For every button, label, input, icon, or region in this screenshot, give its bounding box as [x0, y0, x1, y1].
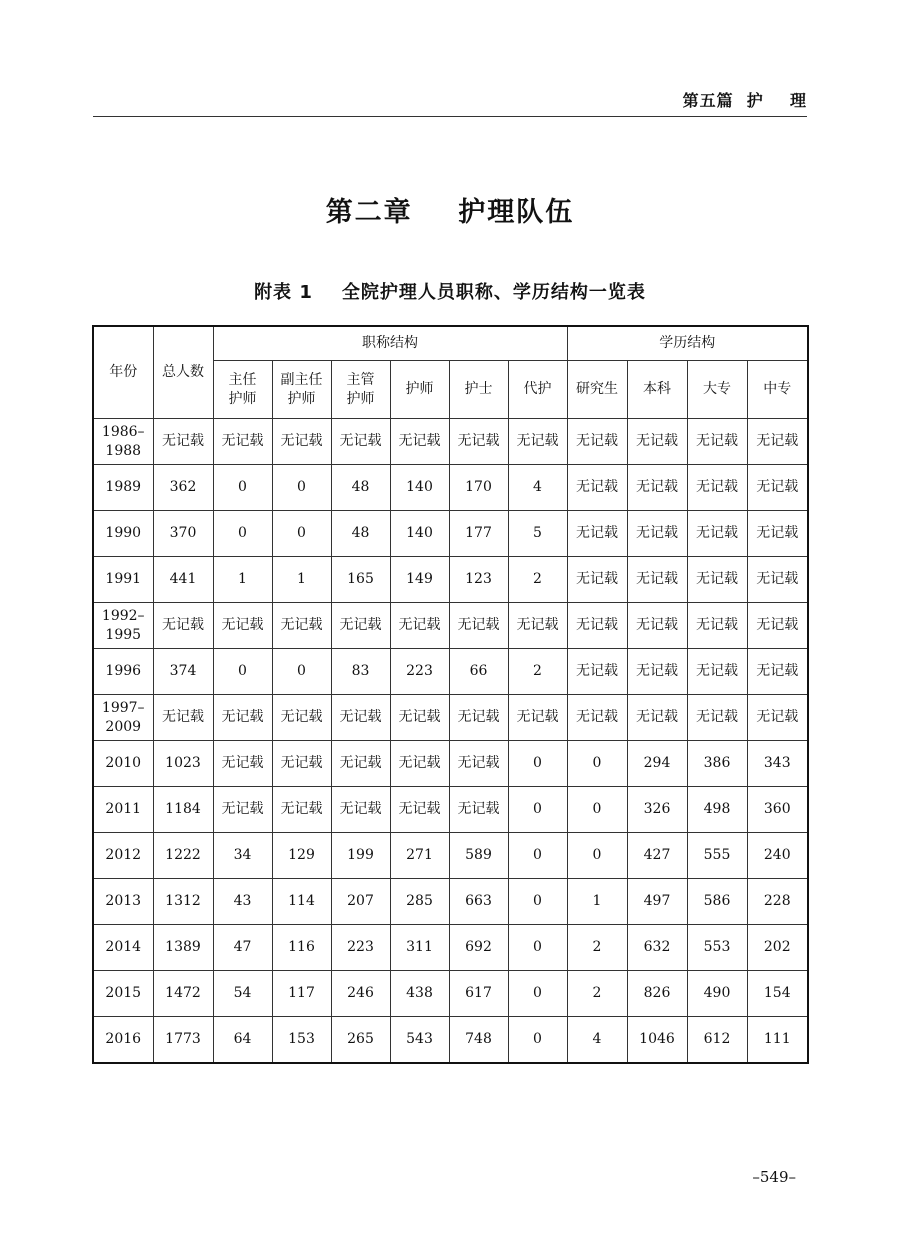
table-cell: 223 [331, 925, 390, 971]
table-cell: 无记载 [331, 787, 390, 833]
table-cell: 617 [449, 971, 508, 1017]
table-cell: 374 [153, 649, 213, 695]
table-cell: 326 [627, 787, 687, 833]
subheader-cell: 护师 [390, 361, 449, 419]
table-cell: 无记载 [687, 649, 747, 695]
table-cell: 无记载 [687, 511, 747, 557]
year-cell: 2011 [93, 787, 153, 833]
table-cell: 0 [567, 741, 627, 787]
year-cell: 1991 [93, 557, 153, 603]
table-cell: 无记载 [567, 419, 627, 465]
table-cell: 311 [390, 925, 449, 971]
table-row [93, 1017, 808, 1064]
table-cell: 0 [508, 741, 567, 787]
table-cell: 0 [567, 833, 627, 879]
year-cell: 2016 [93, 1017, 153, 1064]
table-cell: 1046 [627, 1017, 687, 1064]
table-cell: 34 [213, 833, 272, 879]
table-cell: 47 [213, 925, 272, 971]
table-cell: 0 [213, 465, 272, 511]
table-cell: 无记载 [627, 511, 687, 557]
staff-structure-table [92, 325, 809, 1064]
table-cell: 170 [449, 465, 508, 511]
year-cell: 1997– 2009 [93, 695, 153, 741]
table-cell: 497 [627, 879, 687, 925]
table-cell: 无记载 [213, 603, 272, 649]
table-cell: 1472 [153, 971, 213, 1017]
table-cell: 1023 [153, 741, 213, 787]
table-cell: 无记载 [687, 557, 747, 603]
table-cell: 83 [331, 649, 390, 695]
subheader-cell: 主任 护师 [213, 361, 272, 419]
table-cell: 1222 [153, 833, 213, 879]
table-cell: 612 [687, 1017, 747, 1064]
table-row [93, 787, 808, 833]
table-cell: 无记载 [567, 511, 627, 557]
table-cell: 129 [272, 833, 331, 879]
table-cell: 无记载 [449, 419, 508, 465]
table-cell: 54 [213, 971, 272, 1017]
table-caption: 附表 1 全院护理人员职称、学历结构一览表 [254, 282, 646, 303]
year-cell: 2012 [93, 833, 153, 879]
table-cell: 343 [747, 741, 808, 787]
table-cell: 48 [331, 465, 390, 511]
table-cell: 无记载 [567, 603, 627, 649]
table-cell: 无记载 [331, 741, 390, 787]
table-cell: 无记载 [213, 695, 272, 741]
table-cell: 无记载 [747, 603, 808, 649]
table-cell: 无记载 [331, 419, 390, 465]
table-cell: 0 [567, 787, 627, 833]
table-row [93, 971, 808, 1017]
table-cell: 无记载 [272, 787, 331, 833]
header-group-title: 职称结构 [213, 326, 567, 361]
table-cell: 无记载 [272, 695, 331, 741]
table-cell: 1 [213, 557, 272, 603]
table-cell: 0 [272, 511, 331, 557]
header-group-education: 学历结构 [567, 326, 808, 361]
table-cell: 177 [449, 511, 508, 557]
table-cell: 116 [272, 925, 331, 971]
table-cell: 无记载 [390, 419, 449, 465]
table-cell: 153 [272, 1017, 331, 1064]
table-cell: 199 [331, 833, 390, 879]
table-cell: 2 [567, 925, 627, 971]
table-cell: 438 [390, 971, 449, 1017]
subheader-cell: 研究生 [567, 361, 627, 419]
table-cell: 无记载 [213, 741, 272, 787]
subheader-cell: 副主任 护师 [272, 361, 331, 419]
table-cell: 663 [449, 879, 508, 925]
table-cell: 223 [390, 649, 449, 695]
table-row [93, 695, 808, 741]
table-cell: 1312 [153, 879, 213, 925]
table-cell: 66 [449, 649, 508, 695]
table-cell: 1 [272, 557, 331, 603]
table-cell: 无记载 [747, 649, 808, 695]
table-cell: 0 [508, 925, 567, 971]
table-cell: 0 [508, 833, 567, 879]
table-cell: 无记载 [508, 695, 567, 741]
table-cell: 2 [508, 649, 567, 695]
table-cell: 无记载 [627, 465, 687, 511]
table-cell: 1 [567, 879, 627, 925]
table-cell: 无记载 [627, 649, 687, 695]
table-cell: 无记载 [627, 695, 687, 741]
table-cell: 无记载 [508, 419, 567, 465]
table-cell: 0 [272, 465, 331, 511]
table-cell: 543 [390, 1017, 449, 1064]
table-cell: 632 [627, 925, 687, 971]
subheader-cell: 中专 [747, 361, 808, 419]
table-cell: 无记载 [567, 557, 627, 603]
table-cell: 4 [508, 465, 567, 511]
table-cell: 154 [747, 971, 808, 1017]
year-cell: 2013 [93, 879, 153, 925]
table-cell: 无记载 [687, 465, 747, 511]
table-cell: 5 [508, 511, 567, 557]
table-cell: 64 [213, 1017, 272, 1064]
table-cell: 无记载 [567, 695, 627, 741]
table-cell: 无记载 [747, 465, 808, 511]
table-cell: 无记载 [390, 741, 449, 787]
table-cell: 无记载 [331, 695, 390, 741]
table-cell: 2 [508, 557, 567, 603]
table-row [93, 465, 808, 511]
table-cell: 0 [508, 971, 567, 1017]
subheader-cell: 护士 [449, 361, 508, 419]
table-cell: 无记载 [627, 603, 687, 649]
table-cell: 748 [449, 1017, 508, 1064]
table-row [93, 649, 808, 695]
table-row [93, 557, 808, 603]
table-row [93, 603, 808, 649]
table-cell: 0 [508, 1017, 567, 1064]
table-cell: 0 [272, 649, 331, 695]
year-cell: 1989 [93, 465, 153, 511]
table-cell: 271 [390, 833, 449, 879]
table-cell: 441 [153, 557, 213, 603]
table-cell: 无记载 [567, 465, 627, 511]
table-cell: 370 [153, 511, 213, 557]
header-total: 总人数 [153, 326, 213, 419]
table-cell: 228 [747, 879, 808, 925]
table-cell: 无记载 [272, 603, 331, 649]
table-cell: 无记载 [153, 695, 213, 741]
year-cell: 1986– 1988 [93, 419, 153, 465]
table-cell: 无记载 [687, 419, 747, 465]
chapter-title: 第二章 护理队伍 [325, 197, 575, 228]
table-cell: 1184 [153, 787, 213, 833]
table-cell: 427 [627, 833, 687, 879]
table-cell: 2 [567, 971, 627, 1017]
table-cell: 0 [508, 787, 567, 833]
table-cell: 无记载 [213, 787, 272, 833]
year-cell: 1990 [93, 511, 153, 557]
table-cell: 140 [390, 465, 449, 511]
table-cell: 498 [687, 787, 747, 833]
table-cell: 无记载 [687, 603, 747, 649]
table-cell: 553 [687, 925, 747, 971]
table-cell: 43 [213, 879, 272, 925]
table-row [93, 925, 808, 971]
table-cell: 240 [747, 833, 808, 879]
table-cell: 无记载 [449, 695, 508, 741]
subheader-cell: 大专 [687, 361, 747, 419]
table-row [93, 741, 808, 787]
table-cell: 无记载 [331, 603, 390, 649]
running-header: 第五篇 护 理 [682, 91, 807, 110]
table-cell: 0 [213, 511, 272, 557]
year-cell: 1992– 1995 [93, 603, 153, 649]
table-cell: 1389 [153, 925, 213, 971]
table-cell: 无记载 [449, 741, 508, 787]
table-cell: 117 [272, 971, 331, 1017]
table-cell: 无记载 [567, 649, 627, 695]
table-cell: 无记载 [627, 419, 687, 465]
table-cell: 无记载 [449, 603, 508, 649]
table-cell: 265 [331, 1017, 390, 1064]
table-cell: 207 [331, 879, 390, 925]
table-cell: 无记载 [390, 787, 449, 833]
table-cell: 0 [508, 879, 567, 925]
table-cell: 无记载 [687, 695, 747, 741]
table-cell: 无记载 [747, 511, 808, 557]
table-cell: 无记载 [213, 419, 272, 465]
table-cell: 1773 [153, 1017, 213, 1064]
subheader-cell: 主管 护师 [331, 361, 390, 419]
year-cell: 2010 [93, 741, 153, 787]
table-cell: 285 [390, 879, 449, 925]
table-cell: 149 [390, 557, 449, 603]
table-cell: 165 [331, 557, 390, 603]
table-cell: 202 [747, 925, 808, 971]
table-cell: 490 [687, 971, 747, 1017]
table-cell: 48 [331, 511, 390, 557]
table-row [93, 419, 808, 465]
header-year: 年份 [93, 326, 153, 419]
table-cell: 无记载 [390, 603, 449, 649]
table-cell: 386 [687, 741, 747, 787]
subheader-cell: 本科 [627, 361, 687, 419]
table-cell: 362 [153, 465, 213, 511]
table-cell: 294 [627, 741, 687, 787]
table-cell: 589 [449, 833, 508, 879]
table-cell: 360 [747, 787, 808, 833]
year-cell: 1996 [93, 649, 153, 695]
table-row [93, 879, 808, 925]
table-cell: 无记载 [390, 695, 449, 741]
table-cell: 111 [747, 1017, 808, 1064]
table-cell: 无记载 [272, 419, 331, 465]
table-cell: 无记载 [153, 419, 213, 465]
table-cell: 无记载 [747, 557, 808, 603]
table-cell: 无记载 [747, 695, 808, 741]
table-cell: 555 [687, 833, 747, 879]
year-cell: 2014 [93, 925, 153, 971]
table-cell: 246 [331, 971, 390, 1017]
table-row [93, 833, 808, 879]
year-cell: 2015 [93, 971, 153, 1017]
table-cell: 123 [449, 557, 508, 603]
table-cell: 826 [627, 971, 687, 1017]
table-cell: 无记载 [508, 603, 567, 649]
table-cell: 0 [213, 649, 272, 695]
table-cell: 140 [390, 511, 449, 557]
subheader-cell: 代护 [508, 361, 567, 419]
header-rule [93, 116, 807, 117]
table-cell: 114 [272, 879, 331, 925]
table-cell: 无记载 [627, 557, 687, 603]
table-cell: 无记载 [272, 741, 331, 787]
page-number: –549– [752, 1168, 796, 1186]
table-cell: 692 [449, 925, 508, 971]
table-cell: 无记载 [153, 603, 213, 649]
table-row [93, 511, 808, 557]
table-cell: 无记载 [449, 787, 508, 833]
table-cell: 4 [567, 1017, 627, 1064]
table-cell: 586 [687, 879, 747, 925]
table-cell: 无记载 [747, 419, 808, 465]
